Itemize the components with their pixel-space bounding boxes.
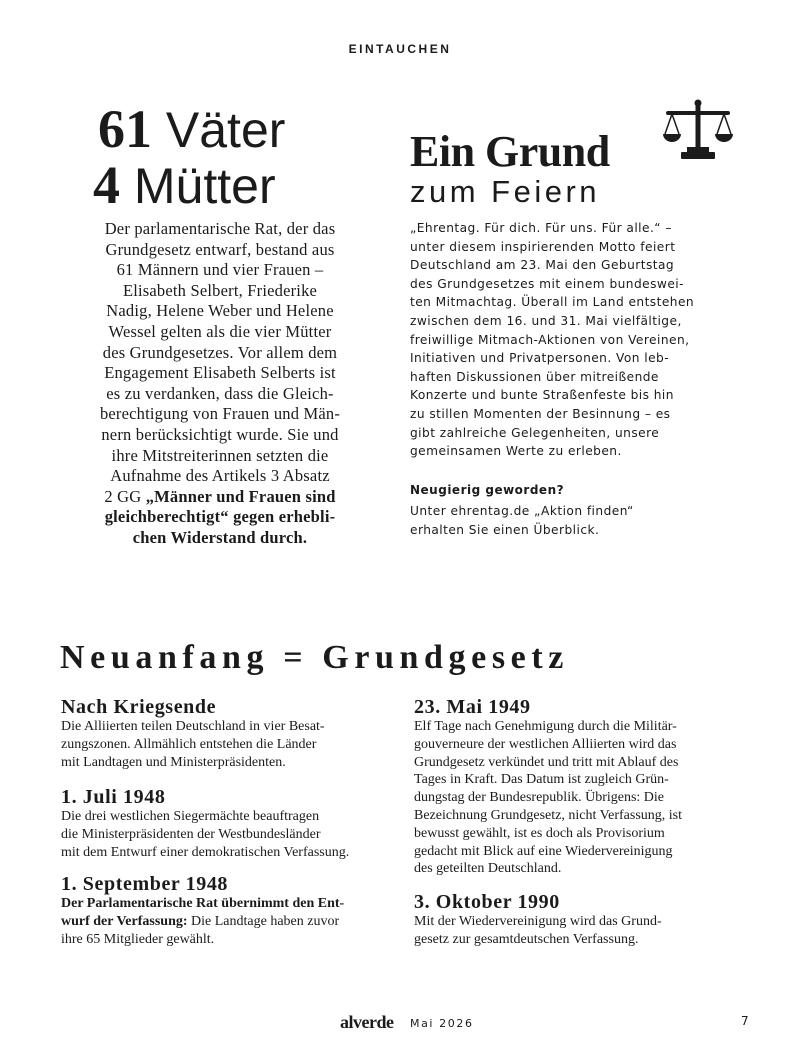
hero-body-line: des Grundgesetzes. Vor allem dem	[102, 342, 338, 362]
feature-body-line: gemeinsamen Werte zu erleben.	[410, 444, 622, 459]
cta-body	[410, 502, 634, 539]
timeline-text-line-bold: Der Parlamentarische Rat übernimmt den Ent-	[61, 896, 345, 911]
timeline-text-line: Bezeichnung Grundgesetz, nicht Verfassung, ist	[414, 807, 683, 823]
feature-body-line: zu stillen Momenten der Besinnung – es	[410, 406, 671, 421]
hero-body-line: nern berücksichtigt wurde. Sie und	[101, 424, 339, 444]
hero-number-mothers: 4	[93, 155, 120, 215]
hero-body-line: Nadig, Helene Weber und Helene	[106, 301, 334, 321]
timeline-text-line: Elf Tage nach Genehmigung durch die Militär-	[414, 719, 677, 734]
feature-body-line: haften Diskussionen über mitreißende	[410, 369, 659, 384]
hero-number-fathers: 61	[98, 99, 152, 159]
feature-body	[410, 219, 750, 461]
feature-body-line: „Ehrentag. Für dich. Für uns. Für alle.“ –	[410, 221, 672, 235]
hero-body-plain: 2 GG	[104, 486, 146, 506]
timeline-heading: 3. Oktober 1990	[414, 891, 560, 913]
hero-body-line: Engagement Elisabeth Selberts ist	[104, 363, 336, 383]
timeline-text-line: mit Landtagen und Ministerpräsidenten.	[61, 754, 286, 770]
timeline-text-line: gedacht mit Blick auf eine Wiedervereinigung	[414, 843, 673, 859]
section-kicker: EINTAUCHEN	[348, 42, 452, 56]
hero-word-mothers: Mütter	[120, 158, 276, 214]
timeline-entry	[61, 786, 401, 861]
timeline-entry	[61, 696, 401, 771]
timeline-text-line: Grundgesetz verkündet und tritt mit Ablauf des	[414, 754, 679, 770]
timeline-entry	[414, 891, 754, 949]
magazine-logo: alverde	[340, 1012, 394, 1032]
hero-body	[60, 219, 380, 549]
feature-body-line: gibt zahlreiche Gelegenheiten, unsere	[410, 425, 660, 440]
hero-word-fathers: Väter	[152, 102, 286, 158]
hero-body-line-mixed	[60, 487, 380, 508]
timeline-title: Neuanfang = Grundgesetz	[60, 639, 569, 676]
timeline-entry	[61, 873, 401, 948]
cta-body-line: erhalten Sie einen Überblick.	[410, 522, 600, 537]
timeline-heading: 23. Mai 1949	[414, 696, 531, 718]
hero-body-line: Der parlamentarische Rat, der das	[104, 219, 336, 238]
hero-body-line: Aufnahme des Artikels 3 Absatz	[110, 466, 330, 486]
hero-body-line: Elisabeth Selbert, Friederike	[122, 280, 318, 300]
timeline-text-line: die Ministerpräsidenten der Westbundesländer	[61, 826, 321, 842]
timeline-text-line: Tages in Kraft. Das Datum ist zugleich Grün-	[414, 772, 669, 788]
timeline-text-line: Mit der Wiedervereinigung wird das Grund-	[414, 914, 662, 929]
timeline-text-line-mixed	[61, 913, 401, 931]
feature-title: Ein Grund	[410, 127, 610, 176]
timeline-text-line: bewusst gewählt, ist es doch als Provisorium	[414, 825, 665, 841]
hero-body-quote: „Männer und Frauen sind	[145, 486, 336, 506]
timeline-text-line: gesetz zur gesamtdeutschen Verfassung.	[414, 931, 639, 947]
hero-headline-line1	[98, 99, 286, 159]
hero-body-line: Grundgesetz entwarf, bestand aus	[105, 239, 335, 259]
feature-body-line: Initiativen und Privatpersonen. Von leb-	[410, 351, 670, 366]
hero-body-bold-line: chen Widerstand durch.	[132, 527, 308, 547]
hero-body-line: es zu verdanken, dass die Gleich-	[106, 383, 334, 403]
scales-of-justice-icon	[662, 98, 734, 164]
timeline-heading: 1. Juli 1948	[61, 786, 166, 808]
timeline-text-bold: wurf der Verfassung:	[61, 913, 188, 929]
timeline-text-line: ihre 65 Mitglieder gewählt.	[61, 931, 215, 947]
timeline-text-line: gouverneure der westlichen Alliierten wird das	[414, 736, 677, 752]
feature-body-line: ten Mitmachtag. Überall im Land entstehen	[410, 295, 695, 310]
timeline-text-line: mit dem Entwurf einer demokratischen Verfassung.	[61, 844, 350, 860]
feature-body-line: unter diesem inspirierenden Motto feiert	[410, 239, 676, 254]
timeline-text-line: zungszonen. Allmählich entstehen die Länder	[61, 736, 317, 752]
cta-body-line: Unter ehrentag.de „Aktion finden“	[410, 504, 634, 518]
feature-body-line: des Grundgesetzes mit einem bundeswei-	[410, 276, 684, 291]
feature-body-line: Deutschland am 23. Mai den Geburtstag	[410, 258, 675, 273]
timeline-text-line: dungstag der Bundesrepublik. Übrigens: Die	[414, 790, 665, 806]
hero-body-line: berechtigung von Frauen und Män-	[99, 404, 341, 424]
feature-body-line: Konzerte und bunte Straßenfeste bis hin	[410, 388, 674, 403]
cta-title: Neugierig geworden?	[410, 483, 565, 497]
page-number: 7	[741, 1014, 749, 1028]
hero-body-line: ihre Mitstreiterinnen setzten die	[111, 445, 329, 465]
timeline-text-line: Die drei westlichen Siegermächte beauftragen	[61, 809, 320, 824]
timeline-entry	[414, 696, 754, 878]
timeline-heading: Nach Kriegsende	[61, 696, 217, 718]
feature-subtitle: zum Feiern	[410, 174, 601, 209]
feature-body-line: freiwillige Mitmach-Aktionen von Vereinen,	[410, 332, 690, 347]
feature-body-line: zwischen dem 16. und 31. Mai vielfältige,	[410, 313, 682, 328]
timeline-text-plain: Die Landtage haben zuvor	[187, 913, 340, 929]
hero-body-bold-line: gleichberechtigt“ gegen erhebli-	[104, 507, 336, 527]
issue-date: Mai 2026	[410, 1017, 474, 1030]
timeline-text-line: des geteilten Deutschland.	[414, 861, 562, 877]
timeline-text-line: Die Alliierten teilen Deutschland in vier Besat-	[61, 719, 325, 734]
hero-body-line: 61 Männern und vier Frauen –	[116, 260, 324, 280]
timeline-heading: 1. September 1948	[61, 873, 229, 895]
hero-headline-line2	[93, 155, 276, 215]
hero-body-line: Wessel gelten als die vier Mütter	[108, 321, 332, 341]
